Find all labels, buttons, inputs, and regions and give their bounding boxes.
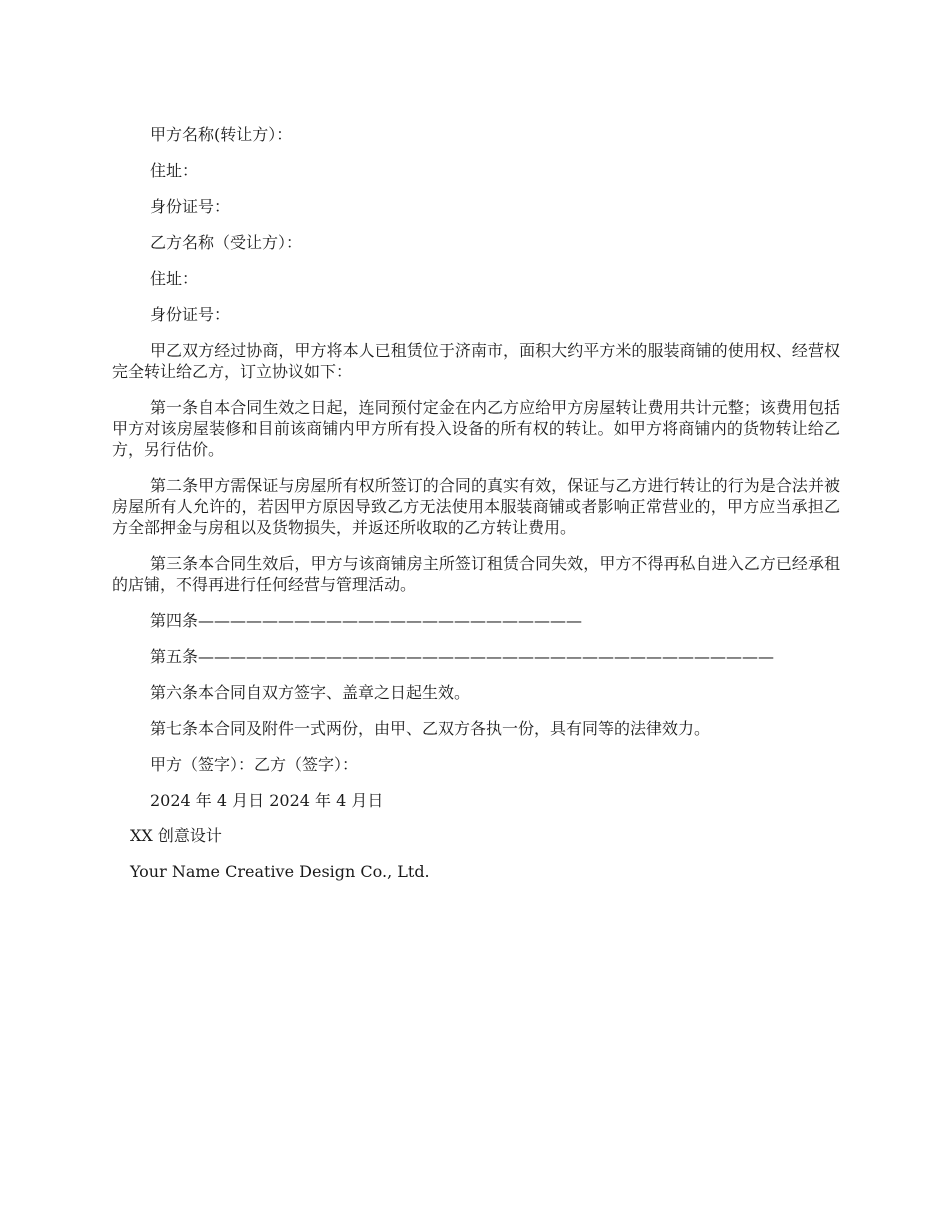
- article-7: 第七条本合同及附件一式两份，由甲、乙双方各执一份，具有同等的法律效力。: [150, 719, 711, 738]
- party-a-name: 甲方名称(转让方）：: [150, 125, 293, 144]
- article-3: 第三条本合同生效后，甲方与该商铺房主所签订租赁合同失效，甲方不得再私自进入乙方已经承租的店铺，不得再进行任何经营与管理活动。: [112, 554, 840, 594]
- party-b-name: 乙方名称（受让方）：: [150, 233, 303, 252]
- party-b-id-number: 身份证号：: [150, 305, 231, 324]
- date-line: 2024 年 4 月日 2024 年 4 月日: [150, 791, 384, 810]
- document-body: [112, 124, 840, 897]
- article-1: 第一条自本合同生效之日起，连同预付定金在内乙方应给甲方房屋转让费用共计元整；该费用包括甲方对该房屋装修和目前该商铺内甲方所有投入设备的所有权的转让。如甲方将商铺内的货物转让给乙方，另行估价。: [112, 398, 840, 459]
- company-name-cn: XX 创意设计: [130, 826, 222, 845]
- party-a-address: 住址：: [150, 161, 199, 180]
- article-6: 第六条本合同自双方签字、盖章之日起生效。: [150, 683, 471, 702]
- article-5: 第五条————————————————————————————————————: [150, 647, 775, 666]
- article-2: 第二条甲方需保证与房屋所有权所签订的合同的真实有效，保证与乙方进行转让的行为是合法并被房屋所有人允许的，若因甲方原因导致乙方无法使用本服装商铺或者影响正常营业的，甲方应当承担乙方全部押金与房租以及货物损失，并返还所收取的乙方转让费用。: [112, 476, 840, 537]
- company-name-en: Your Name Creative Design Co., Ltd.: [130, 862, 430, 881]
- party-a-id-number: 身份证号：: [150, 197, 231, 216]
- party-b-address: 住址：: [150, 269, 199, 288]
- agreement-intro: 甲乙双方经过协商，甲方将本人已租赁位于济南市，面积大约平方米的服装商铺的使用权、经营权完全转让给乙方，订立协议如下：: [112, 341, 840, 381]
- article-4: 第四条————————————————————————: [150, 611, 583, 630]
- signature-line: 甲方（签字）：乙方（签字）：: [150, 755, 359, 774]
